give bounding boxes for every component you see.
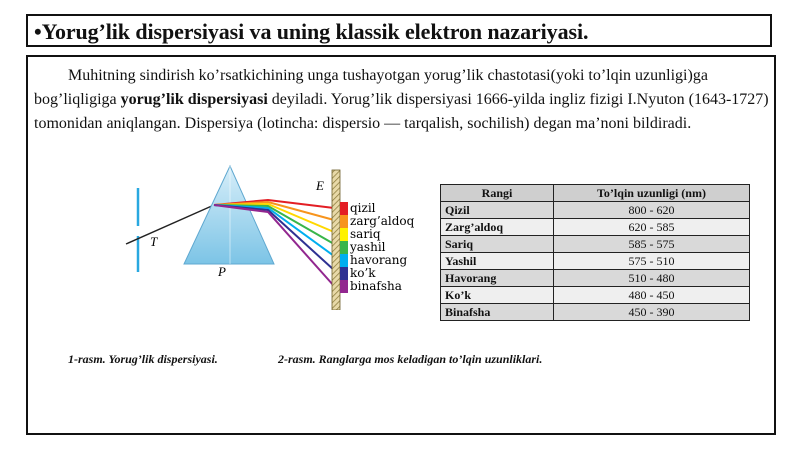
color-name: Qizil xyxy=(441,202,554,219)
swatch-yellow xyxy=(340,228,348,241)
prism xyxy=(184,166,274,264)
wavelength-table xyxy=(440,184,750,321)
spectrum-label-orange: zarg’aldoq xyxy=(350,214,415,228)
table-row xyxy=(441,270,750,287)
figure-1-caption: 1-rasm. Yorug’lik dispersiyasi. xyxy=(68,352,218,366)
label-E: E xyxy=(316,178,324,193)
swatch-cyan xyxy=(340,254,348,267)
wavelength-range: 575 - 510 xyxy=(554,253,750,270)
color-name: Havorang xyxy=(441,270,554,287)
table-header-row xyxy=(441,185,750,202)
label-P: P xyxy=(218,264,226,279)
header-color: Rangi xyxy=(441,185,554,202)
wavelength-range: 480 - 450 xyxy=(554,287,750,304)
paragraph-bold-term: yorug’lik dispersiyasi xyxy=(120,91,268,108)
spectrum-label-blue: ko’k xyxy=(350,266,376,280)
wavelength-range: 450 - 390 xyxy=(554,304,750,321)
color-name: Yashil xyxy=(441,253,554,270)
spectrum-label-green: yashil xyxy=(350,240,386,254)
paragraph-part1: Muhitning sindirish ko’rsatkichining unga tushayotgan yorug’lik chastotasi(yoki to’lqin uzunligi)ga bog’liqligiga xyxy=(34,67,708,108)
wavelength-range: 800 - 620 xyxy=(554,202,750,219)
color-name: Ko’k xyxy=(441,287,554,304)
label-T: T xyxy=(150,234,158,249)
table-row xyxy=(441,202,750,219)
figure-2-caption: 2-rasm. Ranglarga mos keladigan to’lqin uzunliklari. xyxy=(278,352,543,366)
swatch-green xyxy=(340,241,348,254)
prism-dispersion-figure xyxy=(118,160,418,310)
wavelength-range: 585 - 575 xyxy=(554,236,750,253)
color-name: Zarg’aldoq xyxy=(441,219,554,236)
swatch-red xyxy=(340,202,348,215)
wavelength-range: 510 - 480 xyxy=(554,270,750,287)
color-name: Sariq xyxy=(441,236,554,253)
spectrum-label-violet: binafsha xyxy=(350,279,402,293)
table-row xyxy=(441,236,750,253)
wavelength-range: 620 - 585 xyxy=(554,219,750,236)
table-row xyxy=(441,219,750,236)
header-wavelength: To’lqin uzunligi (nm) xyxy=(554,185,750,202)
spectrum-label-yellow: sariq xyxy=(350,227,381,241)
swatch-blue xyxy=(340,267,348,280)
table-row xyxy=(441,304,750,321)
spectrum-label-cyan: havorang xyxy=(350,253,408,267)
table-row xyxy=(441,253,750,270)
paragraph-part2: deyiladi. Yorug’lik dispersiyasi 1666-yilda ingliz fizigi I.Nyuton (1643-1727) tomonidan aniqlangan. Dispersiya (lotincha: dispersio — tarqalish, sochilish) degan ma’noni bildiradi. xyxy=(34,91,769,132)
title-box xyxy=(26,14,772,47)
color-name: Binafsha xyxy=(441,304,554,321)
swatch-orange xyxy=(340,215,348,228)
slide-title: •Yorug’lik dispersiyasi va uning klassik elektron nazariyasi. xyxy=(34,19,589,44)
screen xyxy=(332,170,340,310)
swatch-violet xyxy=(340,280,348,293)
table-row xyxy=(441,287,750,304)
spectrum-label-red: qizil xyxy=(350,201,376,215)
intro-paragraph xyxy=(34,64,769,136)
